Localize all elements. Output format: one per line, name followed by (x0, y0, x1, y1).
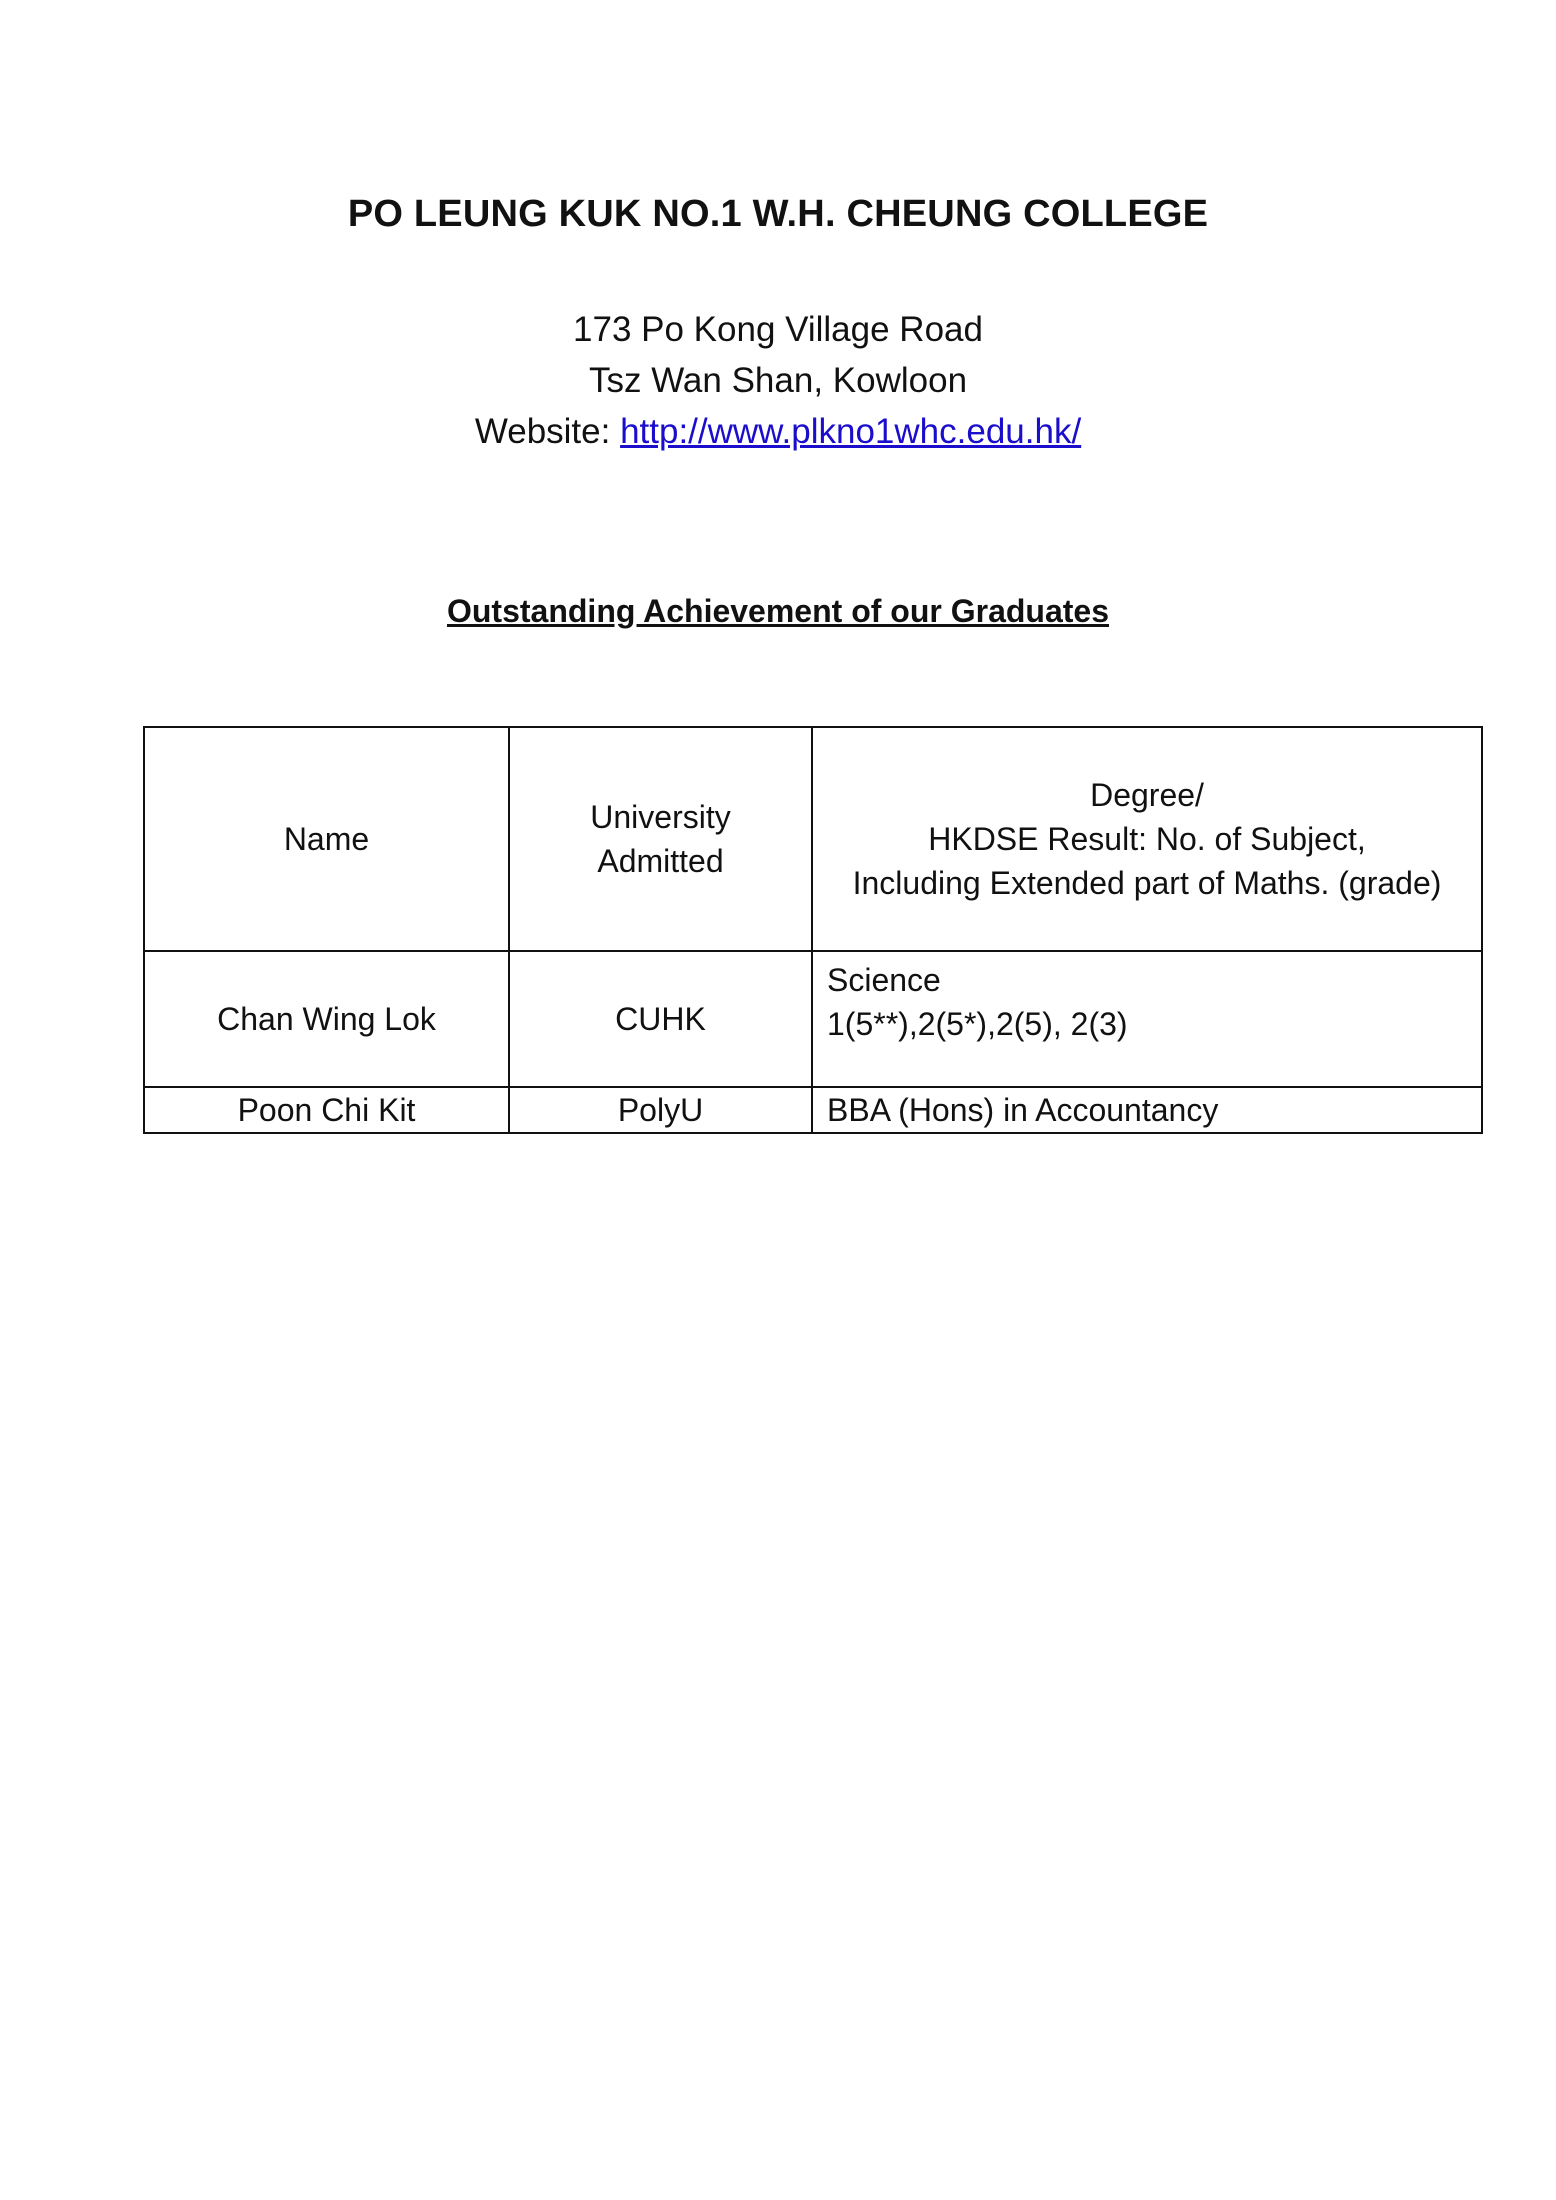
school-title: PO LEUNG KUK NO.1 W.H. CHEUNG COLLEGE (347, 193, 1209, 235)
table-row (144, 1087, 1482, 1133)
website-link[interactable]: http://www.plkno1whc.edu.hk/ (620, 412, 1082, 451)
cell-degree-line2: 1(5**),2(5*),2(5), 2(3) (827, 1006, 1128, 1042)
column-header-university-line1: University (590, 799, 731, 835)
column-header-university (509, 727, 812, 951)
address-line-street: 173 Po Kong Village Road (573, 310, 983, 349)
column-header-degree (812, 727, 1482, 951)
column-header-degree-line2: HKDSE Result: No. of Subject, (928, 821, 1366, 857)
website-line (0, 406, 1556, 457)
address-line-district: Tsz Wan Shan, Kowloon (588, 361, 968, 400)
table-row (144, 951, 1482, 1087)
cell-degree-line1: BBA (Hons) in Accountancy (827, 1092, 1219, 1128)
column-header-degree-line1: Degree/ (1090, 777, 1204, 813)
website-label: Website: (474, 412, 621, 451)
graduates-table (143, 726, 1483, 1134)
cell-name: Poon Chi Kit (144, 1087, 509, 1133)
cell-degree (812, 951, 1482, 1087)
cell-name: Chan Wing Lok (144, 951, 509, 1087)
cell-degree-line1: Science (827, 962, 941, 998)
cell-university: CUHK (509, 951, 812, 1087)
column-header-degree-line3: Including Extended part of Maths. (grade) (852, 865, 1442, 901)
table-header-row (144, 727, 1482, 951)
section-heading: Outstanding Achievement of our Graduates (446, 593, 1109, 629)
column-header-name (144, 727, 509, 951)
column-header-name-text: Name (283, 821, 370, 857)
cell-degree (812, 1087, 1482, 1133)
column-header-university-line2: Admitted (597, 843, 724, 879)
cell-university: PolyU (509, 1087, 812, 1133)
